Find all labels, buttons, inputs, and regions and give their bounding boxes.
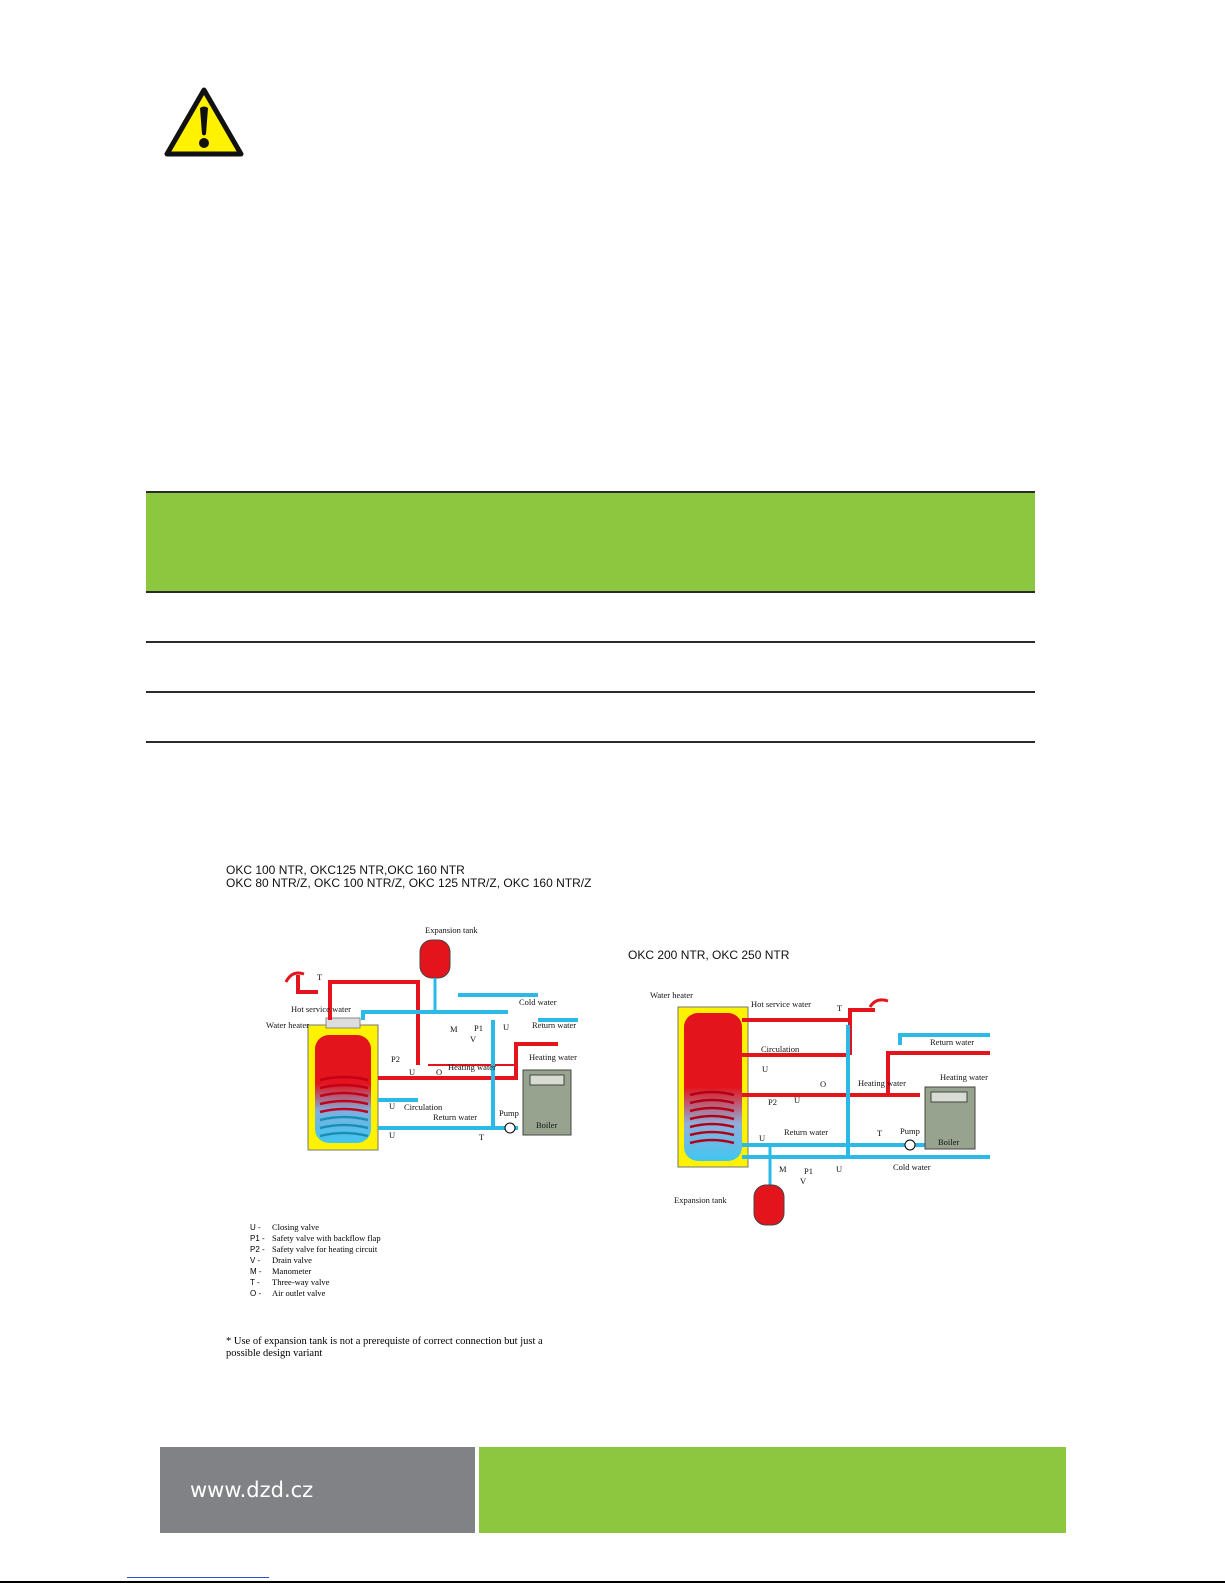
label-closing-valve: U xyxy=(836,1164,843,1174)
label-return-water-top: Return water xyxy=(532,1020,577,1030)
label-boiler: Boiler xyxy=(536,1120,558,1130)
label-circulation: Circulation xyxy=(761,1044,800,1054)
label-hot-service-water: Hot service water xyxy=(291,1004,351,1014)
label-heating-water-right: Heating water xyxy=(529,1052,577,1062)
label-safety-valve-p2: P2 xyxy=(768,1097,777,1107)
label-cold-water: Cold water xyxy=(519,997,557,1007)
table-row xyxy=(146,643,1035,693)
expansion-tank-shape xyxy=(754,1185,784,1225)
expansion-tank-note: * Use of expansion tank is not a prerequiste of correct connection but just a possible design variant xyxy=(226,1336,543,1359)
label-air-outlet-valve: O xyxy=(820,1079,827,1089)
label-safety-valve-p2: P2 xyxy=(391,1054,400,1064)
label-closing-valve: U xyxy=(409,1067,416,1077)
label-three-way-valve: T xyxy=(479,1132,485,1142)
shower-icon xyxy=(286,973,304,982)
label-return-water: Return water xyxy=(930,1037,975,1047)
legend-item: P1 - Safety valve with backflow flap xyxy=(250,1233,381,1243)
table-row xyxy=(146,593,1035,643)
legend-item: T - Three-way valve xyxy=(250,1277,330,1287)
label-closing-valve: U xyxy=(794,1095,801,1105)
label-heating-water-right: Heating water xyxy=(940,1072,988,1082)
label-boiler: Boiler xyxy=(938,1137,960,1147)
warning-icon xyxy=(164,86,244,158)
legend-item: P2 - Safety valve for heating circuit xyxy=(250,1244,378,1254)
legend-item: M - Manometer xyxy=(250,1266,312,1276)
bottom-link-underline xyxy=(127,1577,269,1578)
label-three-way-valve: T xyxy=(317,972,323,982)
shower-icon xyxy=(870,1000,888,1007)
label-hot-service-water: Hot service water xyxy=(751,999,811,1009)
specification-table xyxy=(146,491,1035,743)
label-drain-valve: V xyxy=(470,1034,477,1044)
footer-green-panel xyxy=(479,1447,1066,1533)
bottom-rule xyxy=(0,1581,1225,1583)
label-safety-valve-p1: P1 xyxy=(804,1166,813,1176)
legend-item: O - Air outlet valve xyxy=(250,1288,326,1298)
label-heating-water: Heating water xyxy=(448,1062,496,1072)
label-return-water: Return water xyxy=(433,1112,478,1122)
label-drain-valve: V xyxy=(800,1176,807,1186)
label-closing-valve: U xyxy=(389,1130,396,1140)
label-expansion-tank: Expansion tank xyxy=(674,1195,727,1205)
label-manometer: M xyxy=(450,1024,458,1034)
label-expansion-tank: Expansion tank xyxy=(425,925,478,935)
diagram2-caption: OKC 200 NTR, OKC 250 NTR xyxy=(628,948,790,962)
label-circulation: Circulation xyxy=(404,1102,443,1112)
label-three-way-valve: T xyxy=(877,1128,883,1138)
label-closing-valve: U xyxy=(503,1022,510,1032)
label-heating-water: Heating water xyxy=(858,1078,906,1088)
label-air-outlet-valve: O xyxy=(436,1067,443,1077)
expansion-tank-shape xyxy=(420,940,450,978)
label-return-water-lower: Return water xyxy=(784,1127,829,1137)
footer-website-link[interactable]: www.dzd.cz xyxy=(190,1478,314,1502)
label-manometer: M xyxy=(779,1164,787,1174)
label-closing-valve: U xyxy=(759,1133,766,1143)
label-closing-valve: U xyxy=(389,1101,396,1111)
table-row xyxy=(146,693,1035,743)
label-water-heater: Water heater xyxy=(650,990,693,1000)
label-three-way-valve: T xyxy=(837,1003,843,1013)
label-safety-valve-p1: P1 xyxy=(474,1023,483,1033)
legend-item: V - Drain valve xyxy=(250,1255,312,1265)
label-pump: Pump xyxy=(499,1108,519,1118)
table-header xyxy=(146,491,1035,593)
label-cold-water: Cold water xyxy=(893,1162,931,1172)
diagram1-caption-line2: OKC 80 NTR/Z, OKC 100 NTR/Z, OKC 125 NTR/Z, OKC 160 NTR/Z xyxy=(226,876,592,890)
diagram1-caption xyxy=(226,864,591,890)
legend-item: U - Closing valve xyxy=(250,1222,319,1232)
label-pump: Pump xyxy=(900,1126,920,1136)
diagram1-caption-line1: OKC 100 NTR, OKC125 NTR,OKC 160 NTR xyxy=(226,863,465,877)
label-water-heater: Water heater xyxy=(266,1020,309,1030)
legend xyxy=(250,1222,381,1299)
label-closing-valve: U xyxy=(762,1064,769,1074)
